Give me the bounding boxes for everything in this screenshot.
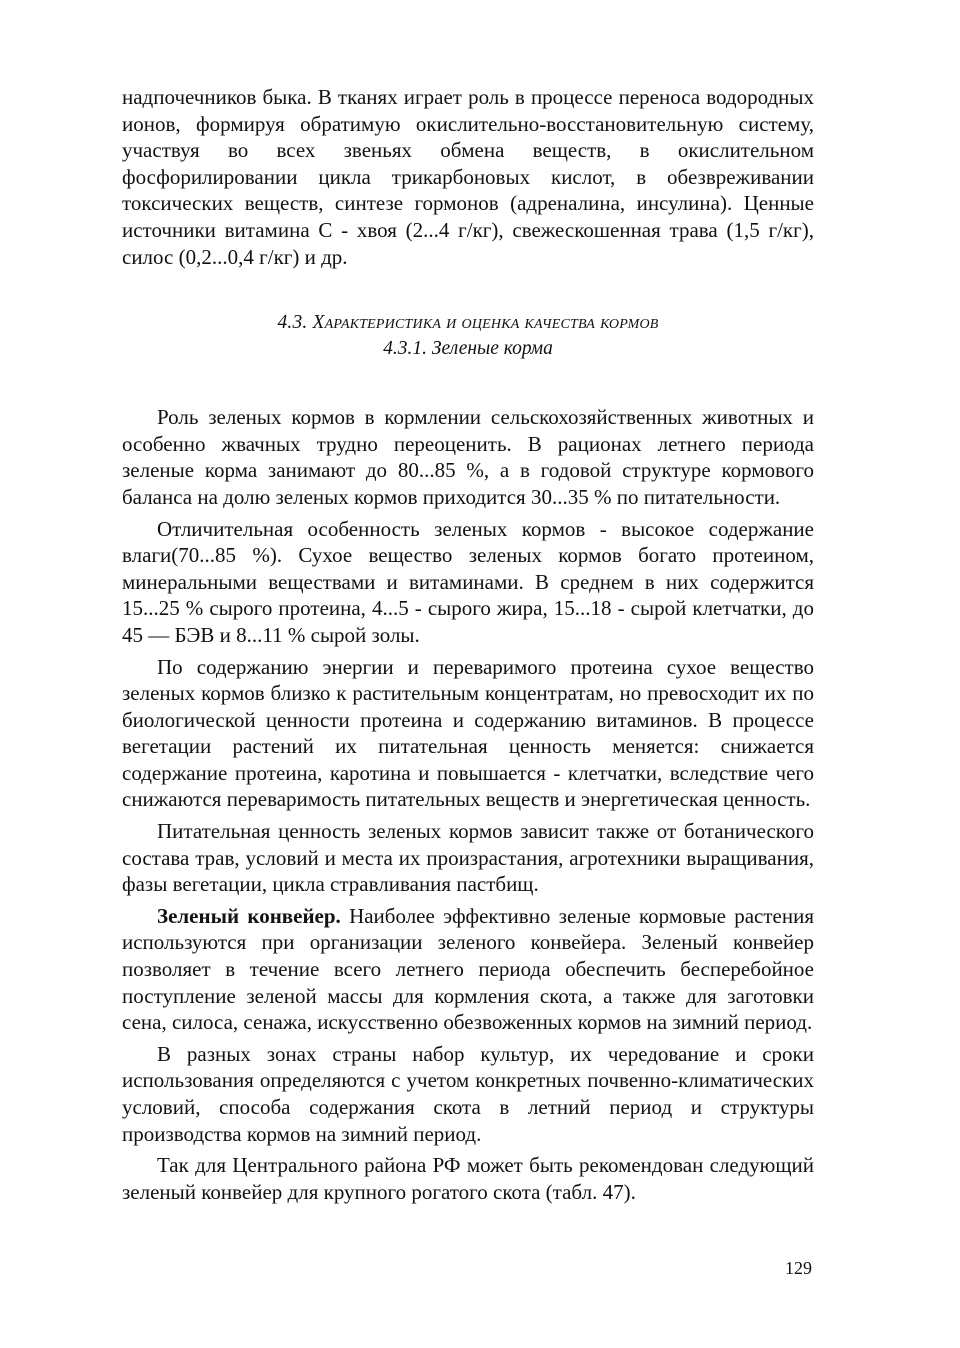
page-number: 129 (785, 1258, 812, 1278)
paragraph-features: Отличительная особенность зеленых кормов - высокое содержание влаги(70...85 %). Сухое вещество зеленых кормов богато протеином, минеральными веществами и витаминами. В среднем в них содержится 15...25 % сырого протеина, 4...5 - сырого жира, 15...18 - сырой клетчатки, до 45 — БЭВ и 8...11 % сырой золы. (122, 516, 814, 647)
paragraph-green-conveyor (122, 903, 814, 1036)
paragraph-zones: В разных зонах страны набор культур, их чередование и сроки использования определяются с учетом конкретных почвенно-климатических условий, способа содержания скота в летний период и структуры производства кормов на зимний период. (122, 1041, 814, 1146)
page-body (122, 84, 814, 1205)
paragraph-central-region: Так для Центрального района РФ может быть рекомендован следующий зеленый конвейер для крупного рогатого скота (табл. 47). (122, 1153, 814, 1204)
section-heading: 4.3. Характеристика и оценка качества кормов (277, 312, 659, 334)
green-conveyor-text: Наиболее эффективно зеленые кормовые растения используются при организации зеленого конвейера. Зеленый конвейер позволяет в течение всего летнего периода обеспечить бесперебойное поступление зеленой массы для кормления скота, а также для заготовки сена, силоса, сенажа, искусственно обезвоженных кормов на зимний период. (122, 903, 814, 1035)
paragraph-nutrition: Питательная ценность зеленых кормов зависит также от ботанического состава трав, условий и места их произрастания, агротехники выращивания, фазы вегетации, цикла стравливания пастбищ. (122, 819, 814, 897)
paragraph-role: Роль зеленых кормов в кормлении сельскохозяйственных животных и особенно жвачных трудно переоценить. В рационах летнего периода зеленые корма занимают до 80...85 %, а в годовой структуре кормового баланса на долю зеленых кормов приходится 30...35 % по питательности. (122, 405, 814, 509)
green-conveyor-term: Зеленый конвейер. (157, 903, 341, 928)
subsection-heading: 4.3.1. Зеленые корма (383, 338, 553, 360)
intro-paragraph: надпочечников быка. В тканях играет роль в процессе переноса водородных ионов, формируя обратимую окислительно-восстановительную систему, участвуя во всех звеньях обмена веществ, в окислительном фосфорилировании цикла трикарбоновых кислот, в обезвреживании токсических веществ, синтезе гормонов (адреналина, инсулина). Ценные источники витамина С - хвоя (2...4 г/кг), свежескошенная трава (1,5 г/кг), силос (0,2...0,4 г/кг) и др. (122, 85, 814, 269)
paragraph-energy: По содержанию энергии и переваримого протеина сухое вещество зеленых кормов близко к растительным концентратам, но превосходит их по биологической ценности протеина и содержанию витаминов. В процессе вегетации растений их питательная ценность меняется: снижается содержание протеина, каротина и повышается - клетчатки, вследствие чего снижаются переваримость питательных веществ и энергетическая ценность. (122, 654, 814, 812)
